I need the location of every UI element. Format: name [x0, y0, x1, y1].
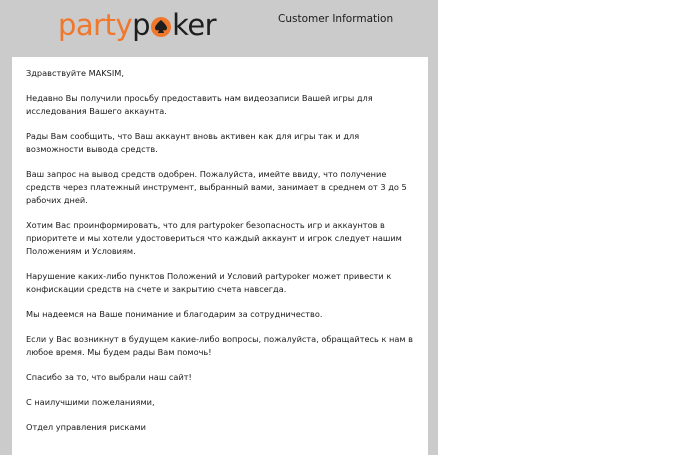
- signature: Отдел управления рисками: [26, 422, 146, 432]
- closing: С наилучшими пожеланиями,: [26, 397, 155, 407]
- email-content: [12, 57, 428, 455]
- greeting: Здравствуйте MAKSIM,: [26, 68, 124, 78]
- header-title: Customer Information: [278, 13, 394, 25]
- email-body: [26, 67, 418, 446]
- paragraph: Мы надеемся на Ваше понимание и благодарим за сотрудничество.: [26, 309, 323, 319]
- email-header: [0, 0, 438, 57]
- partypoker-logo: partyp ker: [58, 8, 217, 42]
- paragraph: Спасибо за то, что выбрали наш сайт!: [26, 372, 192, 382]
- paragraph: Если у Вас возникнут в будущем какие-либо вопросы, пожалуйста, обращайтесь к нам в любое время. Мы будем рады Вам помочь!: [26, 334, 413, 357]
- paragraph: Недавно Вы получили просьбу предоставить нам видеозаписи Вашей игры для исследования Вашего аккаунта.: [26, 93, 373, 116]
- paragraph: Хотим Вас проинформировать, что для partypoker безопасность игр и аккаунтов в приоритете и мы хотели удостовериться что каждый аккаунт и игрок следует нашим Положениям и Условиям.: [26, 220, 402, 256]
- paragraph: Ваш запрос на вывод средств одобрен. Пожалуйста, имейте ввиду, что получение средств через платежный инструмент, выбранный вами, занимает в среднем от 3 до 5 рабочих дней.: [26, 169, 407, 205]
- paragraph: Нарушение каких-либо пунктов Положений и Условий partypoker может привести к конфискации средств на счете и закрытию счета навсегда.: [26, 271, 392, 294]
- paragraph: Рады Вам сообщить, что Ваш аккаунт вновь активен как для игры так и для возможности вывода средств.: [26, 131, 360, 154]
- spade-icon: [151, 17, 171, 37]
